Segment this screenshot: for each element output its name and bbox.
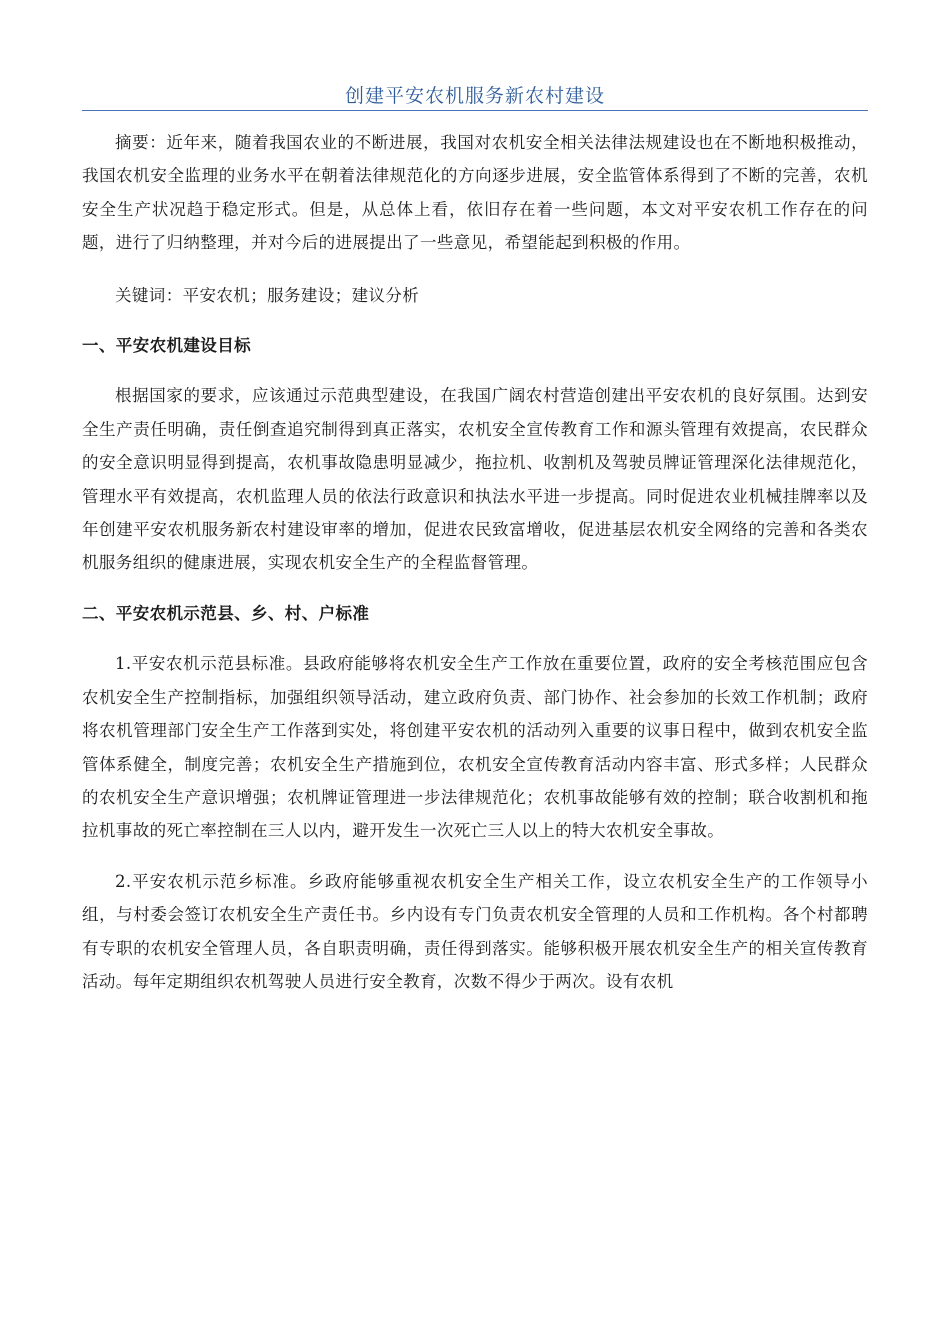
abstract-paragraph: 摘要：近年来，随着我国农业的不断进展，我国对农机安全相关法律法规建设也在不断地积极推动，我国农机安全监理的业务水平在朝着法律规范化的方向逐步进展，安全监管体系得到了不断的完善，农机安全生产状况趋于稳定形式。但是，从总体上看，依旧存在着一些问题，本文对平安农机工作存在的问题，进行了归纳整理，并对今后的进展提出了一些意见，希望能起到积极的作用。 bbox=[82, 133, 868, 253]
document-body bbox=[82, 126, 868, 998]
section-2-paragraph-2: 2.平安农机示范乡标准。乡政府能够重视农机安全生产相关工作，设立农机安全生产的工作领导小组，与村委会签订农机安全生产责任书。乡内设有专门负责农机安全管理的人员和工作机构。各个村都聘有专职的农机安全管理人员，各自职责明确，责任得到落实。能够积极开展农机安全生产的相关宣传教育活动。每年定期组织农机驾驶人员进行安全教育，次数不得少于两次。设有农机 bbox=[82, 871, 868, 991]
title-divider bbox=[82, 110, 868, 111]
keywords-paragraph: 关键词：平安农机；服务建设；建议分析 bbox=[115, 285, 420, 305]
section-1-paragraph-1: 根据国家的要求，应该通过示范典型建设，在我国广阔农村营造创建出平安农机的良好氛围。达到安全生产责任明确，责任倒查追究制得到真正落实，农机安全宣传教育工作和源头管理有效提高，农民群众的安全意识明显得到提高，农机事故隐患明显减少，拖拉机、收割机及驾驶员牌证管理深化法律规范化，管理水平有效提高，农机监理人员的依法行政意识和执法水平进一步提高。同时促进农业机械挂牌率以及年创建平安农机服务新农村建设审率的增加，促进农民致富增收，促进基层农机安全网络的完善和各类农机服务组织的健康进展，实现农机安全生产的全程监督管理。 bbox=[82, 386, 868, 573]
section-2-paragraph-1: 1.平安农机示范县标准。县政府能够将农机安全生产工作放在重要位置，政府的安全考核范围应包含农机安全生产控制指标，加强组织领导活动，建立政府负责、部门协作、社会参加的长效工作机制；政府将农机管理部门安全生产工作落到实处，将创建平安农机的活动列入重要的议事日程中，做到农机安全监管体系健全，制度完善；农机安全生产措施到位，农机安全宣传教育活动内容丰富、形式多样；人民群众的农机安全生产意识增强；农机牌证管理进一步法律规范化；农机事故能够有效的控制；联合收割机和拖拉机事故的死亡率控制在三人以内，避开发生一次死亡三人以上的特大农机安全事故。 bbox=[82, 654, 868, 841]
document-title: 创建平安农机服务新农村建设 bbox=[344, 85, 605, 107]
section-heading-2: 二、平安农机示范县、乡、村、户标准 bbox=[82, 603, 370, 623]
section-heading-1: 一、平安农机建设目标 bbox=[82, 336, 251, 356]
